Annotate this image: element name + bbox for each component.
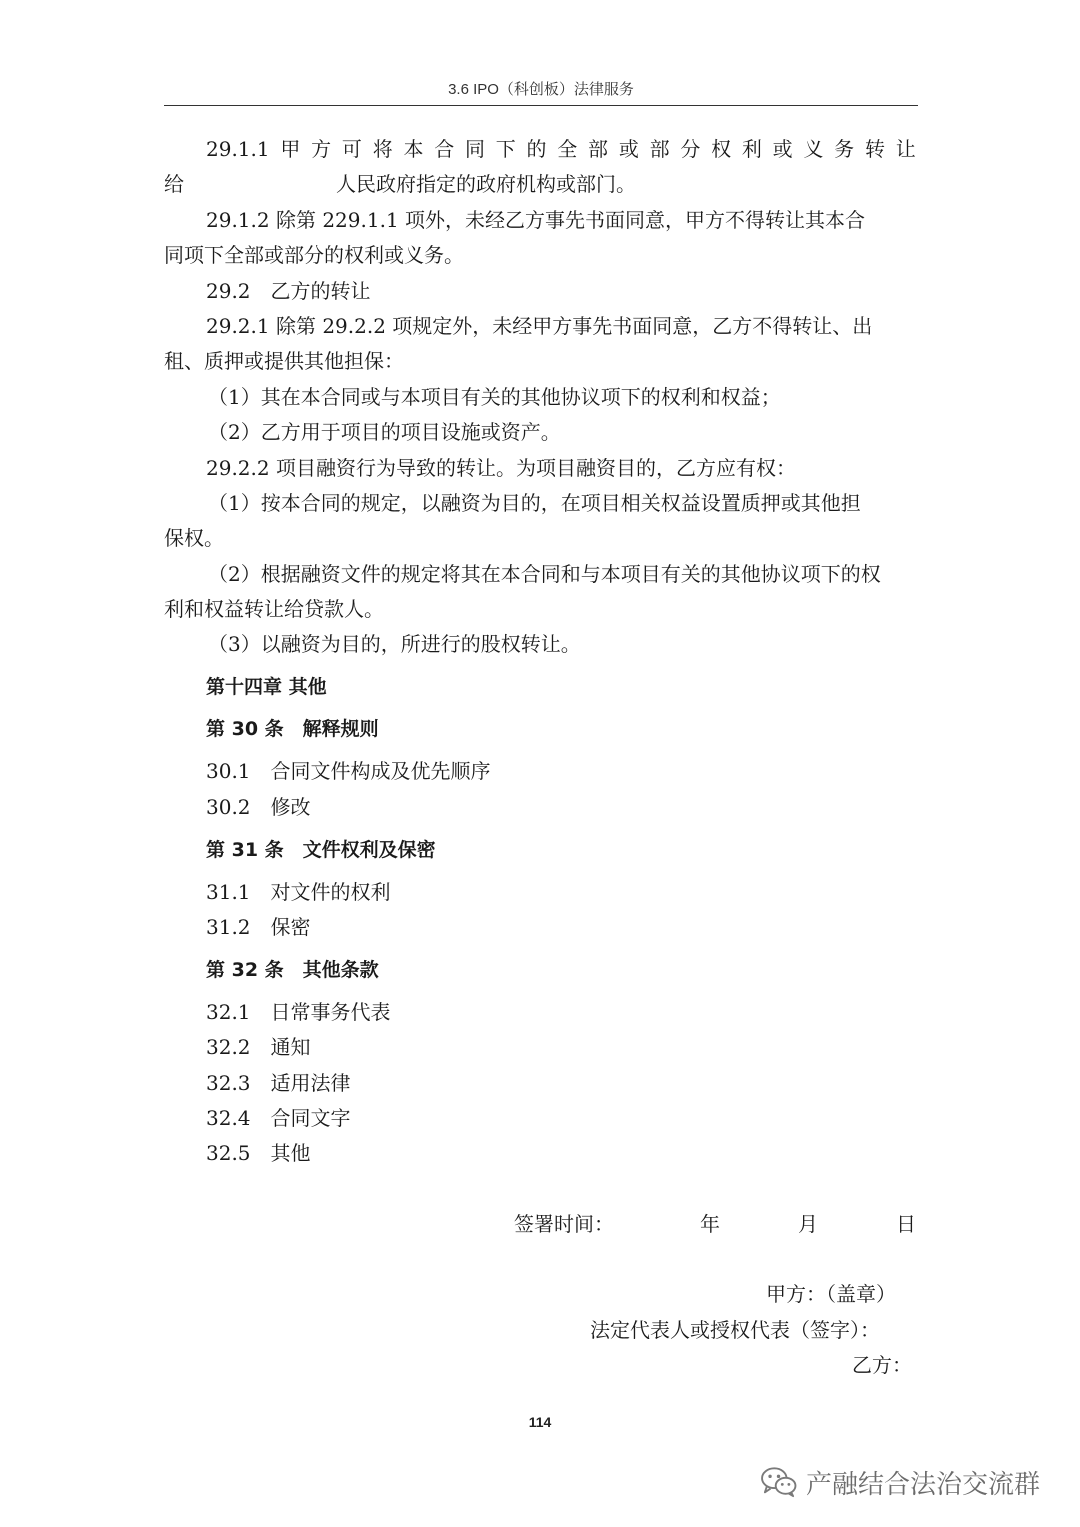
paragraph-29-1-2-line1: 29.1.2 除第 229.1.1 项外，未经乙方事先书面同意，甲方不得转让其本合 — [206, 208, 866, 232]
section-31-1: 31.1 对文件的权利 — [206, 880, 391, 904]
sign-month: 月 — [798, 1212, 818, 1236]
paragraph-financing-1-line2: 保权。 — [164, 526, 224, 550]
paragraph-financing-3: （3）以融资为目的，所进行的股权转让。 — [208, 632, 581, 656]
justified-char: 或 — [772, 137, 793, 161]
paragraph-29-2-2: 29.2.2 项目融资行为导致的转让。为项目融资目的，乙方应有权： — [206, 456, 796, 480]
watermark-text: 产融结合法治交流群 — [806, 1469, 1041, 1500]
justified-char: 转 — [864, 137, 885, 161]
section-32-2: 32.2 通知 — [206, 1035, 311, 1059]
justified-char: 下 — [495, 137, 516, 161]
paragraph-29-1-1-line1 — [206, 137, 916, 161]
paragraph-29-1-2-line2: 同项下全部或部分的权利或义务。 — [164, 243, 464, 267]
section-30-2: 30.2 修改 — [206, 795, 311, 819]
paragraph-29-2-1-line2: 租、质押或提供其他担保： — [164, 349, 404, 373]
justified-char: 部 — [649, 137, 670, 161]
section-32-5: 32.5 其他 — [206, 1141, 311, 1165]
justified-char: 让 — [895, 137, 916, 161]
section-32-1: 32.1 日常事务代表 — [206, 1000, 391, 1024]
page-header: 3.6 IPO（科创板）法律服务 — [448, 81, 634, 98]
wechat-icon — [760, 1466, 798, 1498]
paragraph-financing-2-line1: （2）根据融资文件的规定将其在本合同和与本项目有关的其他协议项下的权 — [208, 562, 881, 586]
party-b-label: 乙方： — [852, 1353, 912, 1377]
chapter-14-heading: 第十四章 其他 — [206, 676, 327, 698]
justified-char: 方 — [311, 137, 332, 161]
justified-char: 义 — [803, 137, 824, 161]
justified-char: 本 — [403, 137, 424, 161]
justified-char: 务 — [834, 137, 855, 161]
justified-char: 甲 — [280, 137, 301, 161]
paragraph-number: 29.1.1 — [206, 137, 270, 161]
legal-representative-signature: 法定代表人或授权代表（签字）： — [590, 1318, 880, 1342]
justified-char: 可 — [341, 137, 362, 161]
justified-char: 分 — [680, 137, 701, 161]
justified-char: 同 — [464, 137, 485, 161]
paragraph-financing-1-line1: （1）按本合同的规定，以融资为目的，在项目相关权益设置质押或其他担 — [208, 491, 861, 515]
sign-day: 日 — [896, 1212, 916, 1236]
section-32-3: 32.3 适用法律 — [206, 1071, 351, 1095]
party-a-seal: 甲方：（盖章） — [766, 1282, 896, 1306]
justified-char: 合 — [434, 137, 455, 161]
justified-char: 全 — [557, 137, 578, 161]
paragraph-29-1-1-line2 — [164, 172, 636, 196]
paragraph-item-1: （1）其在本合同或与本项目有关的其他协议项下的权利和权益； — [208, 385, 781, 409]
article-30-heading: 第 30 条 解释规则 — [206, 718, 379, 740]
sign-year: 年 — [700, 1212, 720, 1236]
paragraph-financing-2-line2: 利和权益转让给贷款人。 — [164, 597, 384, 621]
justified-char: 权 — [711, 137, 732, 161]
paragraph-item-2: （2）乙方用于项目的项目设施或资产。 — [208, 420, 561, 444]
justified-char: 部 — [588, 137, 609, 161]
section-31-2: 31.2 保密 — [206, 915, 311, 939]
header-divider — [164, 105, 918, 106]
text-fragment: 给 — [164, 172, 184, 196]
text-fragment: 人民政府指定的政府机构或部门。 — [336, 172, 636, 196]
article-32-heading: 第 32 条 其他条款 — [206, 959, 379, 981]
justified-char: 或 — [618, 137, 639, 161]
section-30-1: 30.1 合同文件构成及优先顺序 — [206, 759, 491, 783]
paragraph-29-2-1-line1: 29.2.1 除第 29.2.2 项规定外，未经甲方事先书面同意，乙方不得转让、出 — [206, 314, 873, 338]
section-32-4: 32.4 合同文字 — [206, 1106, 351, 1130]
justified-char: 将 — [372, 137, 393, 161]
paragraph-29-2: 29.2 乙方的转让 — [206, 279, 371, 303]
justified-char: 的 — [526, 137, 547, 161]
page-number: 114 — [528, 1414, 552, 1430]
sign-time-label: 签署时间： — [514, 1212, 614, 1236]
justified-char: 利 — [741, 137, 762, 161]
watermark — [760, 1462, 1040, 1502]
article-31-heading: 第 31 条 文件权利及保密 — [206, 839, 436, 861]
